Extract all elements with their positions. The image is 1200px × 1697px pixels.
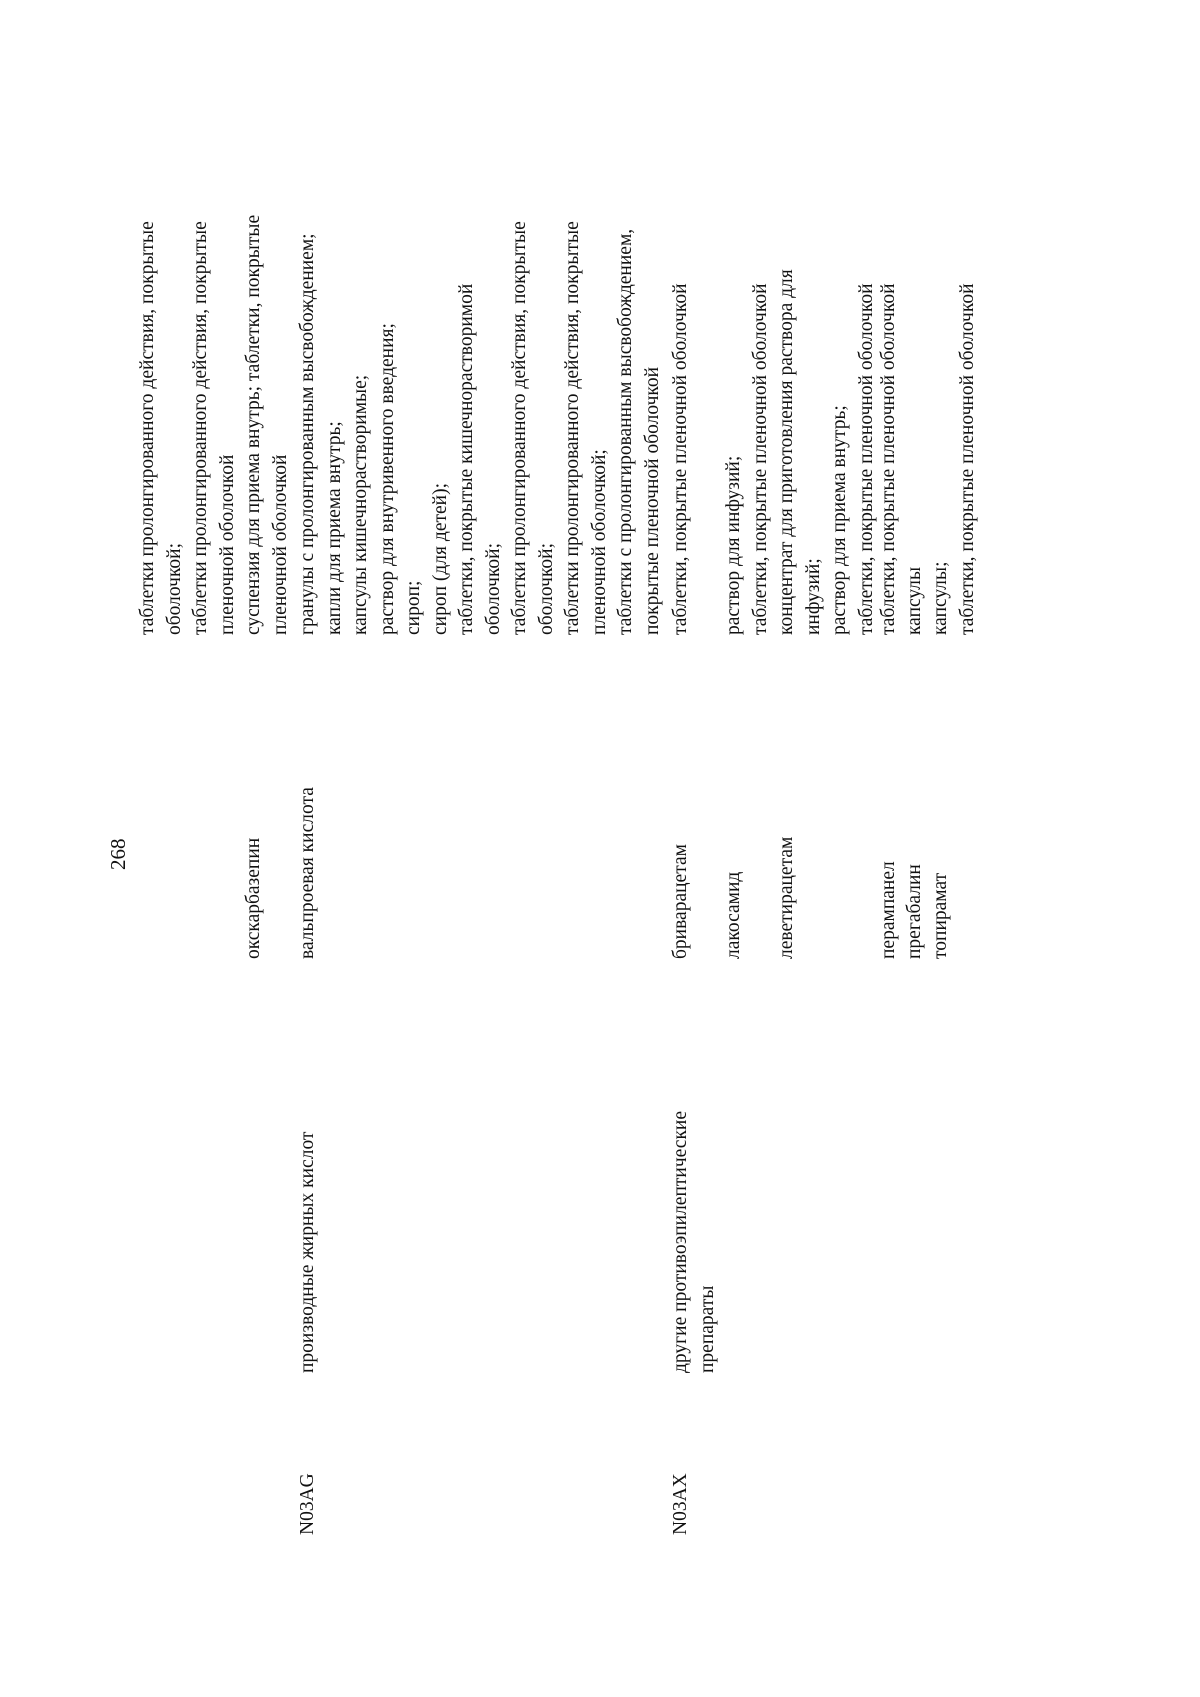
form-line: гранулы с пролонгированным высвобождением;: [297, 233, 318, 635]
form-line: раствор для приема внутрь;: [829, 405, 850, 635]
row8-substance: прегабалин: [904, 864, 925, 959]
row3-substance: вальпроевая кислота: [297, 787, 318, 959]
row4-forms: [668, 0, 695, 635]
form-line: оболочкой;: [535, 542, 557, 635]
row2-forms: [241, 0, 294, 635]
form-line: пленочной оболочкой: [269, 454, 291, 635]
form-line: капсулы;: [930, 561, 951, 635]
form-line: таблетки, покрытые пленочной оболочкой: [878, 283, 899, 635]
form-line: таблетки с пролонгированным высвобождением,: [615, 228, 636, 635]
form-line: таблетки пролонгированного действия, покрытые: [137, 221, 158, 635]
form-line: таблетки, покрытые пленочной оболочкой: [855, 283, 877, 635]
row3-group: производные жирных кислот: [297, 1131, 318, 1373]
row3-code: N03AG: [297, 1473, 318, 1535]
form-line: суспензия для приема внутрь; таблетки, покрытые: [243, 214, 264, 635]
form-line: покрытые пленочной оболочкой: [641, 366, 663, 635]
row2-substance: окскарбазепин: [243, 837, 264, 959]
form-line: таблетки, покрытые пленочной оболочкой: [956, 283, 978, 635]
group-line: другие противоэпилептические: [670, 1110, 691, 1373]
form-line: таблетки, покрытые пленочной оболочкой: [670, 283, 691, 635]
form-line: оболочкой;: [163, 542, 185, 635]
form-line: таблетки пролонгированного действия, покрытые: [509, 221, 530, 635]
row7-substance: перампанел: [878, 861, 899, 959]
form-line: таблетки, покрытые пленочной оболочкой: [749, 283, 771, 635]
page-number: 268: [106, 838, 130, 870]
row3-forms: [295, 0, 666, 635]
form-line: таблетки пролонгированного действия, покрытые: [562, 221, 583, 635]
form-line: раствор для внутривенного введения;: [376, 323, 398, 635]
row4-substance: бриварацетам: [670, 844, 691, 959]
form-line: инфузий;: [802, 558, 824, 635]
row4-code: N03AX: [670, 1473, 691, 1535]
form-line: сироп;: [403, 580, 424, 635]
form-line: оболочкой;: [482, 542, 504, 635]
row5-forms: [721, 0, 774, 635]
form-line: капсулы кишечнорастворимые;: [350, 374, 371, 635]
row9-forms: [928, 0, 981, 635]
form-line: раствор для инфузий;: [723, 455, 744, 635]
row9-substance: топирамат: [930, 872, 951, 959]
row1-forms: [135, 0, 241, 635]
form-line: таблетки пролонгированного действия, покрытые: [190, 221, 211, 635]
row5-substance: лакосамид: [723, 871, 744, 959]
row8-forms: [902, 0, 929, 635]
form-line: капли для приема внутрь;: [323, 421, 345, 635]
row6-substance: леветирацетам: [776, 836, 797, 959]
form-line: концентрат для приготовления раствора для: [776, 269, 797, 635]
form-line: таблетки, покрытые кишечнорастворимой: [456, 283, 477, 635]
row4-group: [668, 1110, 721, 1373]
form-line: пленочной оболочкой: [216, 454, 238, 635]
form-line: капсулы: [904, 566, 925, 635]
row7-forms: [876, 0, 903, 635]
form-line: пленочной оболочкой;: [588, 449, 610, 635]
form-line: сироп (для детей);: [429, 483, 451, 635]
group-line: препараты: [696, 1285, 718, 1373]
row6-forms: [774, 0, 880, 635]
